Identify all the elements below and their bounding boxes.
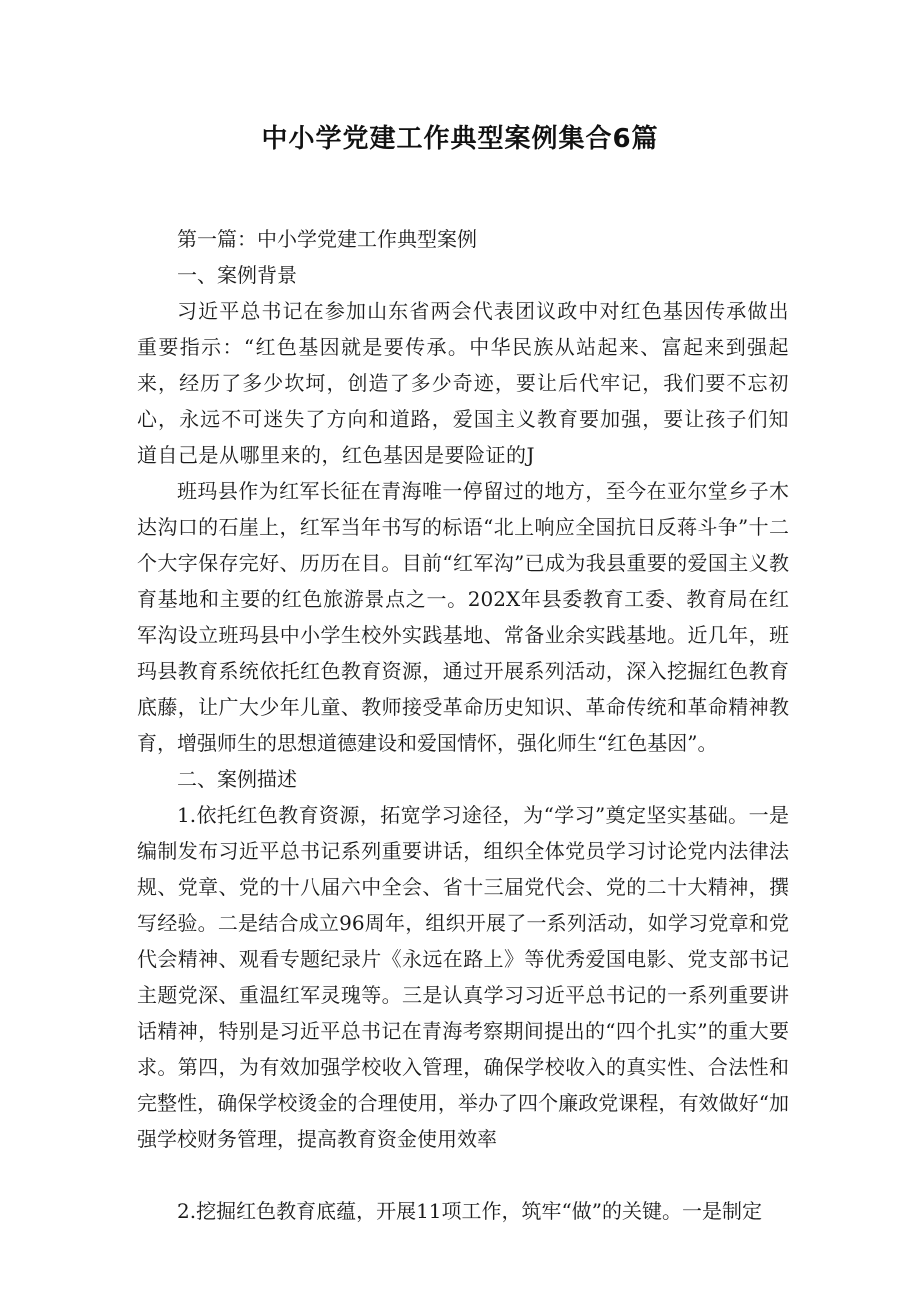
paragraph-item-1: 1.依托红色教育资源，拓宽学习途径，为“学习”奠定坚实基础。一是编制发布习近平总书记系列重要讲话，组织全体党员学习讨论党内法律法规、党章、党的十八届六中全会、省十三届党代会、党的二十大精神，撰写经验。二是结合成立96周年，组织开展了一系列活动，如学习党章和党代会精神、观看专题纪录片《永远在路上》等优秀爱国电影、党支部书记主题党深、重温红军灵瑰等。三是认真学习习近平总书记的一系列重要讲话精神，特别是习近平总书记在青海考察期间提出的“四个扎实”的重大要求。第四，为有效加强学校收入管理，确保学校收入的真实性、合法性和完整性，确保学校烫金的合理使用，举办了四个廉政党课程，有效做好“加强学校财务管理，提高教育资金使用效率 (137, 803, 789, 1151)
document-title: 中小学党建工作典型案例集合6篇 (261, 124, 659, 154)
document-body (137, 221, 789, 1229)
section-heading-description: 二、案例描述 (177, 767, 297, 791)
paragraph-banma-county: 班玛县作为红军长征在青海唯一停留过的地方，至今在亚尔堂乡子木达沟口的石崖上，红军当年书写的标语“北上响应全国抗日反蒋斗争”十二个大字保存完好、历历在目。目前“红军沟”已成为我县重要的爱国主义教育基地和主要的红色旅游景点之一。202X年县委教育工委、教育局在红军沟设立班玛县中小学生校外实践基地、常备业余实践基地。近几年，班玛县教育系统依托红色教育资源，通过开展系列活动，深入挖掘红色教育底藤，让广大少年儿童、教师接受革命历史知识、革命传统和革命精神教育，增强师生的思想道德建设和爱国情怀，强化师生“红色基因”。 (137, 479, 789, 755)
paragraph-gap (137, 1157, 789, 1193)
section-heading-background: 一、案例背景 (177, 263, 297, 287)
paragraph-item-2: 2.挖掘红色教育底蕴，开展11项工作，筑牢“做”的关键。一是制定 (177, 1199, 762, 1223)
paragraph-background: 习近平总书记在参加山东省两会代表团议政中对红色基因传承做出重要指示：“红色基因就是要传承。中华民族从站起来、富起来到强起来，经历了多少坎坷，创造了多少奇迹，要让后代牢记，我们要不忘初心，永远不可迷失了方向和道路，爱国主义教育要加强，要让孩子们知道自己是从哪里来的，红色基因是要险证的J (137, 299, 789, 467)
part-heading: 第一篇：中小学党建工作典型案例 (177, 227, 477, 251)
